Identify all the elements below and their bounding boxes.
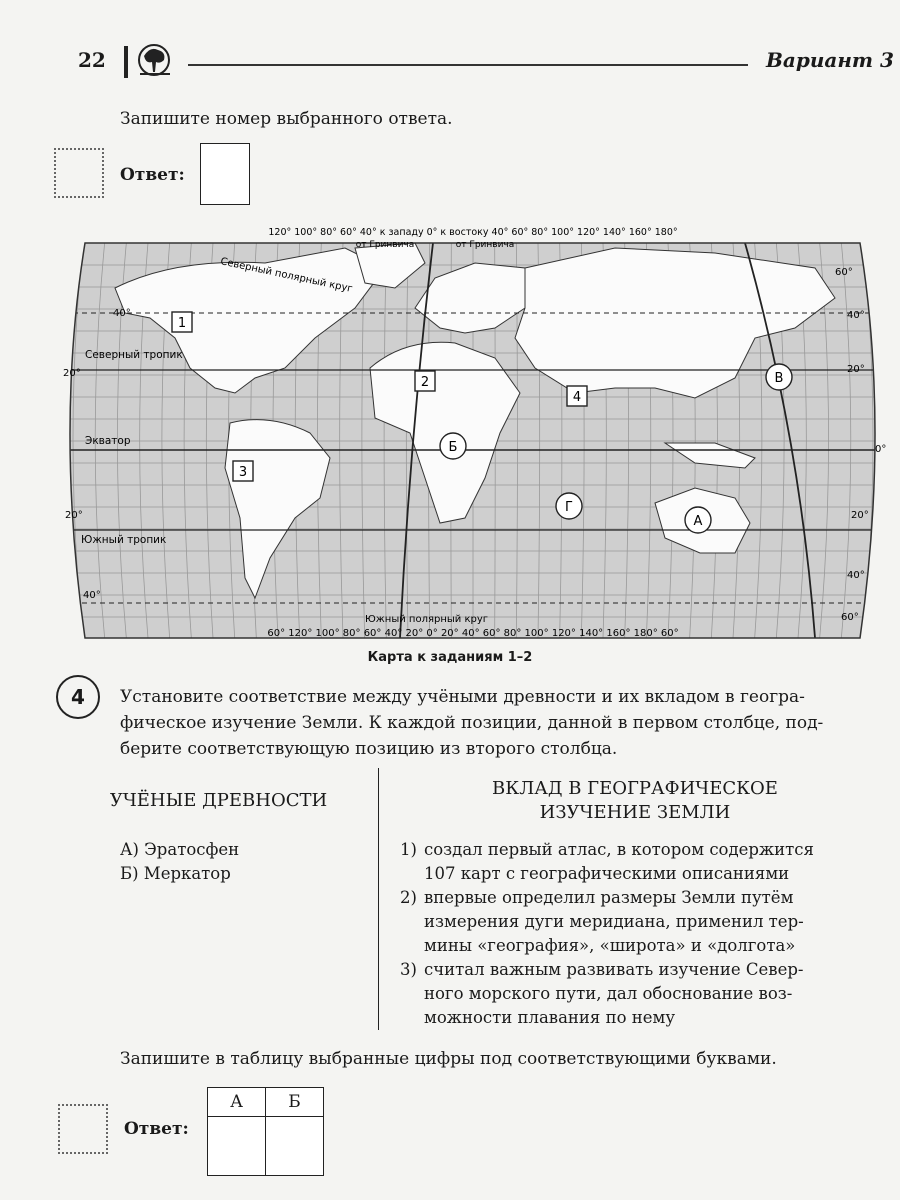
- contribution-line: можности плавания по нему: [424, 1008, 676, 1027]
- lat-right-label: 20°: [851, 510, 869, 521]
- answer-cell-a[interactable]: [208, 1117, 266, 1176]
- score-box: [58, 1104, 108, 1154]
- column-divider: [378, 768, 379, 1030]
- contribution-item: [400, 886, 870, 958]
- answer-table: [207, 1087, 324, 1176]
- tropic-of-capricorn-label: Южный тропик: [81, 534, 167, 546]
- contribution-line: мины «география», «широта» и «долгота»: [424, 936, 796, 955]
- lat-right-label: 40°: [847, 570, 865, 581]
- marker-circle-v-label: В: [774, 371, 784, 386]
- marker-circle-b-label: Б: [448, 440, 458, 455]
- answer-cell-b[interactable]: [266, 1117, 324, 1176]
- question-line: берите соответствующую позицию из второго столбца.: [120, 739, 618, 759]
- right-header-line: ВКЛАД В ГЕОГРАФИЧЕСКОЕ: [492, 778, 778, 799]
- lat-right-label: 60°: [841, 612, 859, 623]
- marker-square-1-label: 1: [177, 316, 187, 331]
- lat-right-label: 60°: [835, 267, 853, 278]
- question-line: Установите соответствие между учёными древности и их вкладом в геогра-: [120, 687, 805, 707]
- lat-right-label: 20°: [847, 364, 865, 375]
- marker-square-2-label: 2: [420, 375, 430, 390]
- contribution-line: впервые определил размеры Земли путём: [424, 888, 794, 907]
- scientist-item: А) Эратосфен: [120, 840, 240, 859]
- score-box: [54, 148, 104, 198]
- tropic-of-cancer-label: Северный тропик: [85, 349, 183, 361]
- scientist-item: Б) Меркатор: [120, 864, 231, 883]
- task-number-badge: 4: [56, 675, 100, 719]
- bottom-scale-label: 60° 120° 100° 80° 60° 40° 20° 0° 20° 40° 60° 80° 100° 120° 140° 160° 180° 60°: [267, 628, 679, 639]
- contribution-line: считал важным развивать изучение Север-: [424, 960, 804, 979]
- contribution-line: 107 карт с географическими описаниями: [424, 864, 790, 883]
- task3-instruction: Запишите номер выбранного ответа.: [120, 109, 453, 129]
- answer-header-a: А: [208, 1088, 266, 1117]
- right-column-header: [400, 777, 870, 825]
- header-rule: [188, 64, 748, 66]
- world-map: [55, 218, 890, 648]
- lat-left-label: 20°: [63, 368, 81, 379]
- marker-circle-g-label: Г: [565, 500, 573, 515]
- marker-square-3-label: 3: [238, 465, 248, 480]
- globe-tree-logo-icon: [122, 42, 180, 80]
- variant-label: Вариант 3: [766, 48, 894, 72]
- contribution-number: 2): [400, 888, 417, 907]
- equator-label: Экватор: [85, 435, 131, 447]
- contribution-line: создал первый атлас, в котором содержится: [424, 840, 814, 859]
- contributions-list: [400, 838, 870, 1030]
- contribution-number: 1): [400, 840, 417, 859]
- lat-left-label: 40°: [113, 308, 131, 319]
- map-caption: Карта к заданиям 1–2: [367, 650, 533, 665]
- contribution-item: [400, 838, 870, 886]
- contribution-item: [400, 958, 870, 1030]
- question-line: фическое изучение Земли. К каждой позиции, данной в первом столбце, под-: [120, 713, 824, 733]
- lat-right-label: 0°: [875, 444, 887, 455]
- task4-answer-label: Ответ:: [124, 1119, 189, 1139]
- scientists-list: [120, 838, 239, 886]
- contribution-line: измерения дуги меридиана, применил тер-: [424, 912, 804, 931]
- marker-square-4-label: 4: [572, 390, 582, 405]
- left-column-header: УЧЁНЫЕ ДРЕВНОСТИ: [109, 790, 328, 811]
- antarctic-circle-label: Южный полярный круг: [365, 614, 488, 625]
- top-east-label: от Гринвича: [455, 240, 515, 250]
- task3-answer-field[interactable]: [200, 143, 250, 205]
- table-instruction: Запишите в таблицу выбранные цифры под соответствующими буквами.: [120, 1049, 777, 1069]
- contribution-line: ного морского пути, дал обоснование воз-: [424, 984, 793, 1003]
- lat-right-label: 40°: [847, 310, 865, 321]
- task4-question: [120, 684, 885, 762]
- task3-answer-label: Ответ:: [120, 165, 185, 185]
- page-number: 22: [78, 48, 106, 72]
- marker-circle-a-label: А: [693, 514, 703, 529]
- answer-header-b: Б: [266, 1088, 324, 1117]
- top-scale-label: 120° 100° 80° 60° 40° к западу 0° к востоку 40° 60° 80° 100° 120° 140° 160° 180°: [268, 227, 678, 238]
- top-west-label: от Гринвича: [355, 240, 415, 250]
- arctic-circle-label: Северный полярный круг: [219, 256, 354, 295]
- right-header-line: ИЗУЧЕНИЕ ЗЕМЛИ: [539, 802, 731, 823]
- contribution-number: 3): [400, 960, 417, 979]
- lat-left-label: 40°: [83, 590, 101, 601]
- lat-left-label: 20°: [65, 510, 83, 521]
